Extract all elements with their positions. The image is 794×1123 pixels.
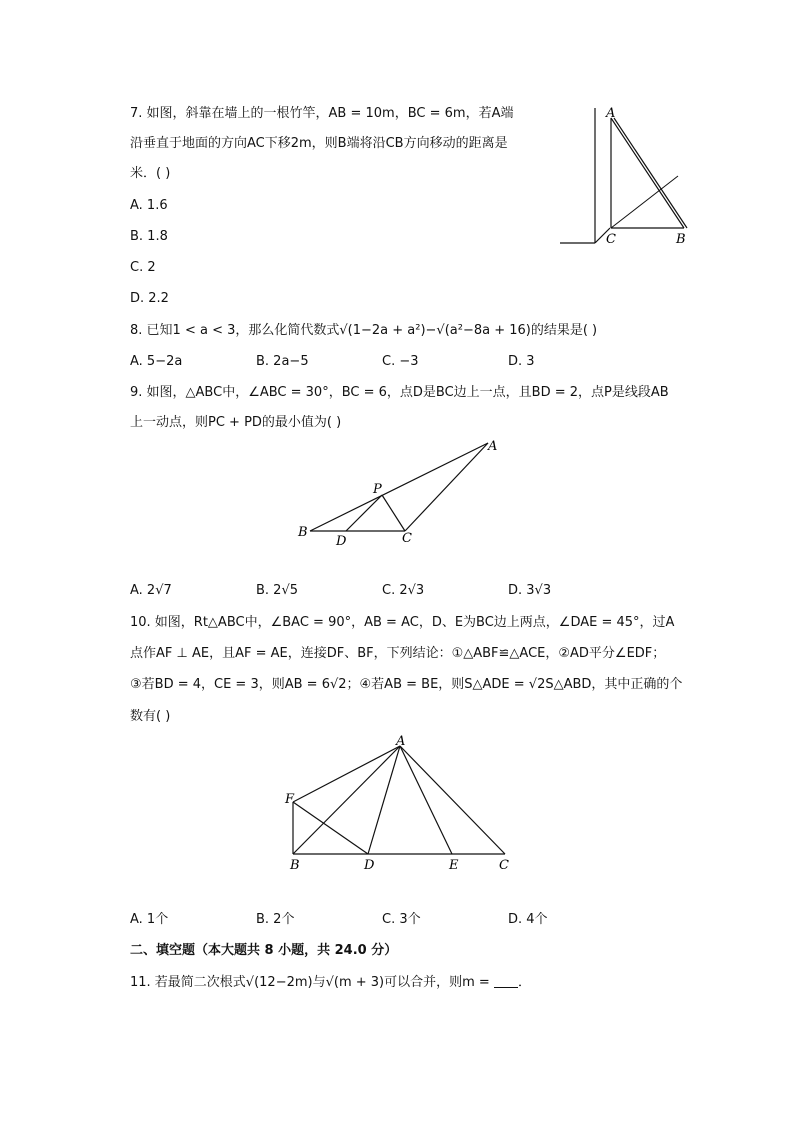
q10-option-a: A. 1个 — [130, 912, 169, 927]
q7-line2: 沿垂直于地面的方向AC下移2m，则B端将沿CB方向移动的距离是 — [130, 136, 508, 151]
q7-option-d: D. 2.2 — [130, 291, 169, 306]
q10-line1: 10. 如图，Rt△ABC中，∠BAC = 90°，AB = AC，D、E为BC边上两点，∠DAE = 45°，过A — [130, 615, 675, 630]
q9-label-a: A — [488, 439, 498, 454]
q9-line1: 9. 如图，△ABC中，∠ABC = 30°，BC = 6，点D是BC边上一点，且BD = 2，点P是线段AB — [130, 385, 669, 400]
q10-figure — [280, 732, 520, 877]
q7-option-b: B. 1.8 — [130, 229, 168, 244]
q10-label-a: A — [396, 734, 406, 749]
q7-label-b: B — [676, 232, 686, 247]
q7-label-c: C — [606, 232, 616, 247]
q9-figure — [290, 435, 510, 550]
q8-option-b: B. 2a−5 — [256, 354, 309, 369]
q7-option-a: A. 1.6 — [130, 198, 168, 213]
q7-line3: 米．( ) — [130, 166, 171, 181]
section-title: 二、填空题（本大题共 8 小题，共 24.0 分） — [130, 943, 398, 958]
q11-prefix: 11. 若最简二次根式√(12−2m)与√(m + 3)可以合并，则m = — [130, 975, 494, 990]
q7-figure — [550, 100, 700, 250]
q10-option-c: C. 3个 — [382, 912, 421, 927]
q10-line4: 数有( ) — [130, 709, 171, 724]
q9-option-c: C. 2√3 — [382, 583, 425, 598]
q10-line2: 点作AF ⊥ AE，且AF = AE，连接DF、BF，下列结论：①△ABF≌△ACE，②AD平分∠EDF； — [130, 646, 666, 661]
q7-label-a: A — [606, 106, 616, 121]
q8-line1: 8. 已知1 < a < 3，那么化简代数式√(1−2a + a²)−√(a²−8a + 16)的结果是( ) — [130, 323, 598, 338]
q10-option-b: B. 2个 — [256, 912, 295, 927]
q9-label-c: C — [402, 531, 412, 546]
q10-option-d: D. 4个 — [508, 912, 548, 927]
q10-label-e: E — [449, 858, 459, 873]
q9-option-d: D. 3√3 — [508, 583, 552, 598]
q11-line — [130, 974, 531, 992]
q9-option-a: A. 2√7 — [130, 583, 172, 598]
q9-label-b: B — [298, 525, 308, 540]
q10-label-f: F — [285, 792, 295, 807]
q11-suffix: ． — [517, 975, 531, 990]
q9-label-p: P — [373, 482, 382, 497]
q8-option-d: D. 3 — [508, 354, 535, 369]
q11-answer-blank[interactable] — [494, 975, 518, 988]
q9-line2: 上一动点，则PC + PD的最小值为( ) — [130, 415, 342, 430]
q7-line1: 7. 如图，斜靠在墙上的一根竹竿，AB = 10m，BC = 6m，若A端 — [130, 106, 514, 121]
q10-label-b: B — [290, 858, 300, 873]
q10-label-d: D — [364, 858, 375, 873]
q10-label-c: C — [499, 858, 509, 873]
q8-option-c: C. −3 — [382, 354, 419, 369]
q7-option-c: C. 2 — [130, 260, 156, 275]
q10-line3: ③若BD = 4，CE = 3，则AB = 6√2；④若AB = BE，则S△ADE = √2S△ABD，其中正确的个 — [130, 677, 683, 692]
q9-option-b: B. 2√5 — [256, 583, 299, 598]
q8-option-a: A. 5−2a — [130, 354, 183, 369]
q9-label-d: D — [336, 534, 347, 549]
